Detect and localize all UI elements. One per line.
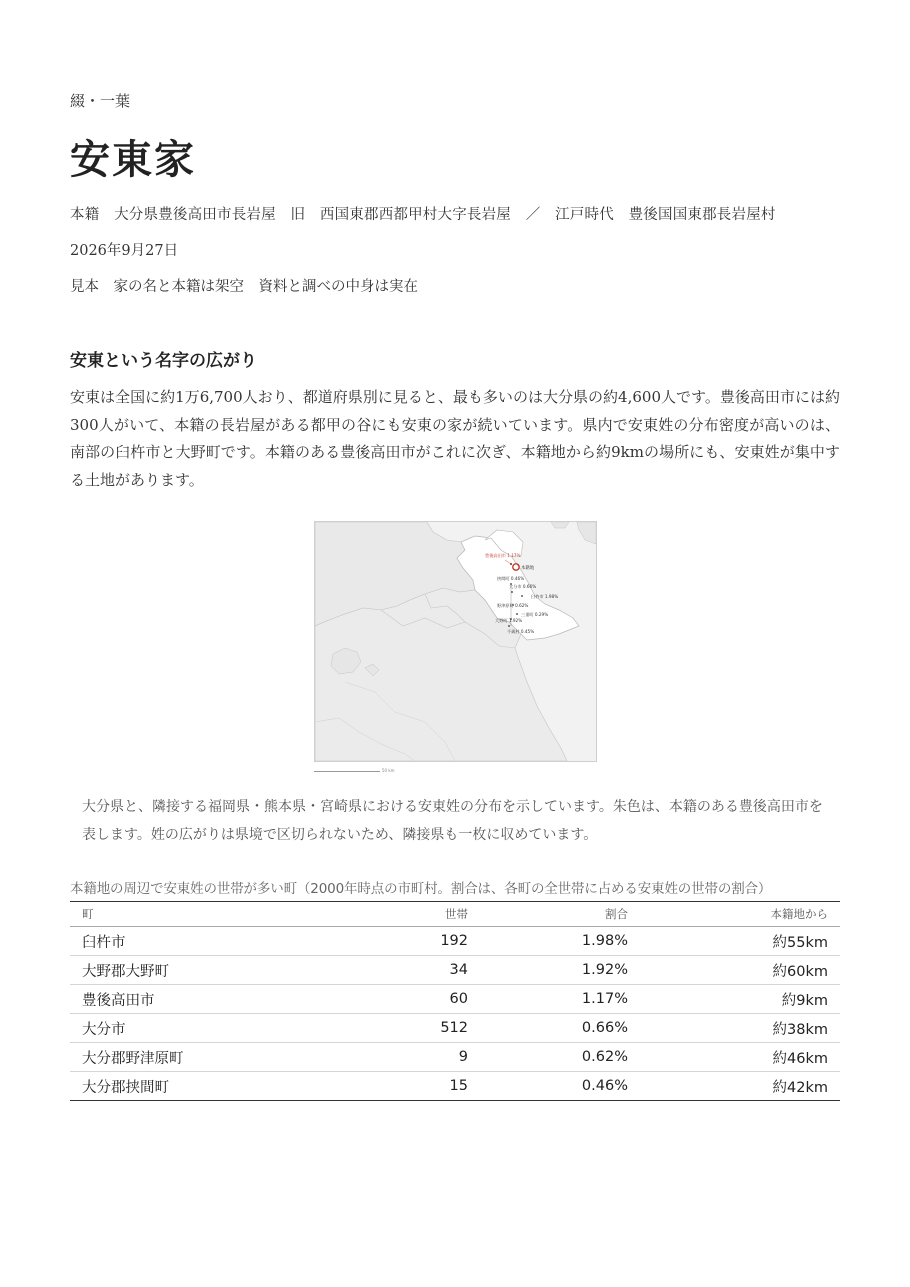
table-row [70,985,840,1014]
page-title: 安東家 [70,136,196,183]
cell-households: 192 [290,927,480,956]
section-body: 安東は全国に約1万6,700人おり、都道府県別に見ると、最も多いのは大分県の約4,600人です。豊後高田市には約300人がいて、本籍の長岩屋がある都甲の谷にも安東の家が続いています。県内で安東姓の分布密度が高いのは、南部の臼杵市と大野町です。本籍のある豊後高田市がこれに次ぎ、本籍地から約9kmの場所にも、安東姓が集中する土地があります。 [70,388,840,489]
map-scale-label: 50 km [382,768,395,773]
table-row [70,956,840,985]
cell-distance: 約60km [640,956,840,985]
table-row [70,927,840,956]
table-row [70,1014,840,1043]
cell-town: 大分市 [70,1014,290,1043]
label-oita: 大分市 0.66% [509,584,537,589]
table-caption: 本籍地の周辺で安東姓の世帯が多い町（2000年時点の市町村。割合は、各町の全世帯に占める安東姓の世帯の割合） [70,881,772,897]
cell-ratio: 1.92% [480,956,640,985]
section-title: 安東という名字の広がり [70,351,257,371]
cell-town: 大野郡大野町 [70,956,290,985]
miemachi-dot [516,613,518,615]
cell-households: 9 [290,1043,480,1072]
cell-town: 臼杵市 [70,927,290,956]
cell-town: 大分郡挟間町 [70,1072,290,1101]
label-miemachi: 三重町 0.29% [521,612,549,617]
cell-ratio: 1.17% [480,985,640,1014]
cell-distance: 約55km [640,927,840,956]
cell-households: 512 [290,1014,480,1043]
cell-distance: 約46km [640,1043,840,1072]
label-honseki: 本籍地 [521,566,535,571]
table-row [70,1043,840,1072]
cell-households: 34 [290,956,480,985]
cell-households: 60 [290,985,480,1014]
usuki-dot [521,595,523,597]
cell-households: 15 [290,1072,480,1101]
label-notsuharu: 野津原町 0.62% [497,603,529,608]
header-town: 町 [70,902,290,927]
label-chitose: 千歳村 0.45% [507,629,535,634]
cell-distance: 約42km [640,1072,840,1101]
sample-note: 見本 家の名と本籍は架空 資料と調べの中身は実在 [70,279,418,295]
cell-distance: 約9km [640,985,840,1014]
table-row [70,1072,840,1101]
map-graphic [315,522,596,761]
oita-dot [511,591,513,593]
label-usuki: 臼杵市 1.98% [531,594,559,599]
chitose-dot [508,625,510,627]
honseki-line: 本籍 大分県豊後高田市長岩屋 旧 西国東郡西都甲村大字長岩屋 ／ 江戸時代 豊後国国東郡長岩屋村 [70,207,776,223]
cell-ratio: 0.46% [480,1072,640,1101]
cell-town: 豊後高田市 [70,985,290,1014]
cell-ratio: 1.98% [480,927,640,956]
date-line: 2026年9月27日 [70,243,179,259]
surname-table [70,901,840,1101]
label-bungotakada: 豊後高田市 1.17% [485,553,521,558]
cell-distance: 約38km [640,1014,840,1043]
header-households: 世帯 [290,902,480,927]
header-distance: 本籍地から [640,902,840,927]
distribution-map [314,521,597,762]
series-label: 綴・一葉 [70,92,131,110]
label-ono: 大野町 1.92% [495,618,523,623]
cell-ratio: 0.66% [480,1014,640,1043]
label-hasama: 挟間町 0.46% [497,576,525,581]
header-ratio: 割合 [480,902,640,927]
cell-town: 大分郡野津原町 [70,1043,290,1072]
table-header-row [70,902,840,927]
map-caption: 大分県と、隣接する福岡県・熊本県・宮崎県における安東姓の分布を示しています。朱色は、本籍のある豊後高田市を表します。姓の広がりは県境で区切られないため、隣接県も一枚に収めています。 [82,799,823,843]
cell-ratio: 0.62% [480,1043,640,1072]
map-scale-bar [314,771,380,772]
